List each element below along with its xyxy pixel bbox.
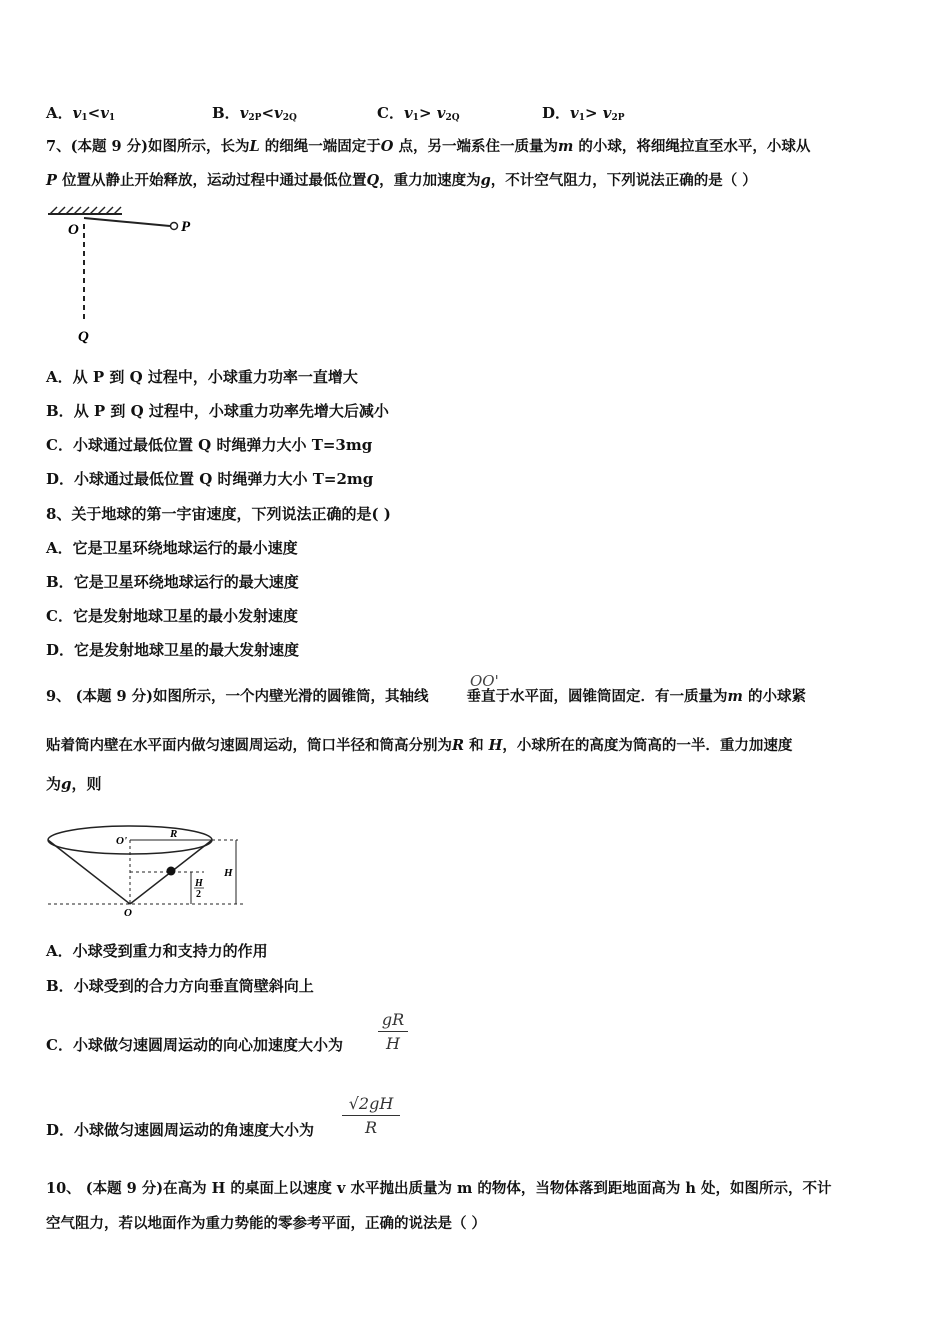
option-text: 它是发射地球卫星的最小发射速度 bbox=[72, 607, 298, 625]
q9-text: 垂直于水平面，圆锥筒固定．有一质量为 bbox=[466, 688, 728, 705]
q6-var: v bbox=[570, 104, 579, 122]
q9-text: ，则 bbox=[71, 775, 102, 793]
option-text: 从 P 到 Q 过程中，小球重力功率一直增大 bbox=[72, 368, 358, 386]
label-q: Q bbox=[78, 329, 89, 345]
q7-option-d bbox=[46, 469, 373, 489]
q9-stem-line1 bbox=[46, 687, 806, 707]
q7-var: Q bbox=[366, 172, 380, 189]
q7-text: 的细绳一端固定于 bbox=[259, 138, 381, 155]
q7-var: O bbox=[380, 138, 394, 155]
q6-sub: 1 bbox=[81, 113, 88, 123]
q6-op: < bbox=[261, 104, 275, 122]
option-text: 它是卫星环绕地球运行的最小速度 bbox=[72, 539, 298, 557]
q7-text: 的小球，将细绳拉直至水平，小球从 bbox=[573, 138, 811, 155]
option-key: A． bbox=[46, 539, 73, 557]
q6-option-c bbox=[377, 103, 460, 128]
fraction-denominator: H bbox=[386, 1034, 400, 1053]
option-text: 小球通过最低位置 Q 时绳弹力大小 T=2mg bbox=[74, 470, 374, 488]
option-key: C． bbox=[46, 1036, 73, 1054]
q9-cone-figure bbox=[44, 818, 254, 920]
q6-sub: 1 bbox=[578, 113, 585, 123]
q7-var: P bbox=[46, 172, 57, 189]
label-h-half-num: H bbox=[195, 878, 203, 889]
q9-option-d-fraction bbox=[342, 1094, 400, 1137]
q9-stem-line3 bbox=[46, 774, 102, 794]
fraction-bar bbox=[342, 1115, 400, 1116]
label-h: H bbox=[224, 867, 233, 879]
fraction-numerator: gR bbox=[381, 1010, 405, 1029]
q9-option-c bbox=[46, 1035, 343, 1055]
q7-var: g bbox=[480, 172, 491, 189]
q9-prefix: 9、 (本题 9 分) bbox=[46, 688, 154, 705]
label-o: O bbox=[124, 907, 132, 919]
option-text: 小球受到的合力方向垂直筒壁斜向上 bbox=[73, 977, 314, 995]
q10-stem-line1: 10、 (本题 9 分)在高为 H 的桌面上以速度 v 水平抛出质量为 m 的物体，当物体落到距地面高为 h 处，如图所示，不计 bbox=[46, 1180, 832, 1197]
option-text: 小球做匀速圆周运动的向心加速度大小为 bbox=[72, 1036, 343, 1054]
q6-option-key: C． bbox=[377, 104, 404, 122]
q7-text: ，重力加速度为 bbox=[379, 172, 481, 189]
q7-text: ，不计空气阻力，下列说法正确的是（ ） bbox=[490, 172, 757, 189]
option-key: A． bbox=[46, 942, 73, 960]
q9-text: ，小球所在的高度为筒高的一半．重力加速度 bbox=[502, 737, 793, 754]
q7-var: L bbox=[249, 138, 260, 155]
q7-option-c bbox=[46, 435, 372, 455]
q8-option-d bbox=[46, 640, 299, 660]
q7-text: 如图所示，长为 bbox=[148, 138, 250, 155]
q8-option-b bbox=[46, 572, 299, 592]
ball-at-p bbox=[171, 223, 178, 230]
option-key: B． bbox=[46, 977, 74, 995]
option-key: D． bbox=[46, 641, 75, 659]
q6-option-b bbox=[212, 103, 297, 128]
q6-var: v bbox=[403, 104, 413, 122]
option-key: D． bbox=[46, 1121, 75, 1139]
option-key: B． bbox=[46, 573, 74, 591]
q9-var: g bbox=[61, 775, 72, 793]
q9-axis-symbol: OO' bbox=[470, 672, 499, 690]
option-key: D． bbox=[46, 470, 75, 488]
q6-op: > bbox=[585, 104, 603, 122]
ceiling-hatch bbox=[50, 207, 121, 214]
option-key: C． bbox=[46, 436, 73, 454]
q6-op: < bbox=[87, 104, 101, 122]
fraction-numerator: √2gH bbox=[348, 1094, 394, 1113]
q9-option-c-fraction bbox=[378, 1010, 408, 1053]
q10-stem-line2: 空气阻力，若以地面作为重力势能的零参考平面，正确的说法是（ ） bbox=[46, 1215, 487, 1232]
option-key: C． bbox=[46, 607, 73, 625]
q7-text: 点，另一端系住一质量为 bbox=[393, 138, 558, 155]
q6-option-a bbox=[46, 103, 115, 128]
option-key: A． bbox=[46, 368, 73, 386]
rope-horizontal bbox=[84, 218, 170, 226]
q8-stem: 8、关于地球的第一宇宙速度，下列说法正确的是( ) bbox=[46, 505, 391, 523]
q7-option-b bbox=[46, 401, 389, 421]
fraction-bar bbox=[378, 1031, 408, 1032]
q9-var: m bbox=[727, 688, 743, 705]
q8-option-c bbox=[46, 606, 298, 626]
option-text: 小球做匀速圆周运动的角速度大小为 bbox=[74, 1121, 315, 1139]
q7-option-a bbox=[46, 367, 358, 387]
q6-var: v bbox=[72, 104, 82, 122]
label-o-prime: O' bbox=[116, 835, 127, 847]
q6-option-key: A． bbox=[46, 104, 73, 122]
q9-text: 贴着筒内壁在水平面内做匀速圆周运动，筒口半径和筒高分别为 bbox=[46, 737, 452, 754]
q7-stem-line1 bbox=[46, 137, 810, 157]
q6-option-d bbox=[542, 103, 625, 128]
label-o: O bbox=[68, 222, 79, 238]
q6-sub: 2Q bbox=[445, 113, 460, 123]
label-r: R bbox=[170, 828, 178, 840]
fraction-denominator: R bbox=[364, 1118, 378, 1137]
q9-stem-line2 bbox=[46, 736, 792, 756]
q7-var: m bbox=[557, 138, 574, 155]
q6-sub: 2Q bbox=[282, 113, 297, 123]
option-text: 从 P 到 Q 过程中，小球重力功率先增大后减小 bbox=[73, 402, 389, 420]
option-text: 它是发射地球卫星的最大发射速度 bbox=[74, 641, 300, 659]
q6-var: v bbox=[100, 104, 109, 122]
q6-var: v bbox=[239, 104, 249, 122]
q7-prefix: 7、(本题 9 分) bbox=[46, 138, 148, 155]
option-text: 小球通过最低位置 Q 时绳弹力大小 T=3mg bbox=[72, 436, 373, 454]
q6-sub: 1 bbox=[412, 113, 419, 123]
q7-text: 位置从静止开始释放，运动过程中通过最低位置 bbox=[56, 172, 367, 189]
q6-op: > bbox=[418, 104, 437, 122]
q8-option-a bbox=[46, 538, 298, 558]
q9-option-a bbox=[46, 941, 268, 961]
q9-option-b bbox=[46, 976, 314, 996]
q6-options-row bbox=[46, 103, 646, 123]
q9-text: 和 bbox=[464, 737, 489, 754]
q6-var: v bbox=[602, 104, 612, 122]
q9-var: H bbox=[488, 737, 503, 754]
q7-stem-line2 bbox=[46, 171, 757, 191]
q6-option-key: D． bbox=[542, 104, 571, 122]
q9-option-d bbox=[46, 1120, 314, 1140]
q7-pendulum-figure bbox=[44, 204, 204, 349]
q6-sub: 2P bbox=[611, 113, 625, 123]
q6-sub: 2P bbox=[248, 113, 262, 123]
cone-left-wall bbox=[48, 840, 130, 904]
q6-sub: 1 bbox=[108, 113, 116, 123]
label-h-half-den: 2 bbox=[196, 889, 201, 900]
q9-text: 如图所示，一个内壁光滑的圆锥筒，其轴线 bbox=[153, 688, 429, 705]
ball bbox=[167, 867, 176, 876]
option-text: 小球受到重力和支持力的作用 bbox=[72, 942, 268, 960]
option-text: 它是卫星环绕地球运行的最大速度 bbox=[73, 573, 299, 591]
q6-option-key: B． bbox=[212, 104, 240, 122]
option-key: B． bbox=[46, 402, 74, 420]
q6-var: v bbox=[274, 104, 283, 122]
label-p: P bbox=[181, 219, 191, 235]
q9-text: 为 bbox=[46, 775, 62, 793]
q6-var: v bbox=[436, 104, 446, 122]
q9-text: 的小球紧 bbox=[742, 688, 806, 705]
q9-var: R bbox=[452, 737, 465, 754]
